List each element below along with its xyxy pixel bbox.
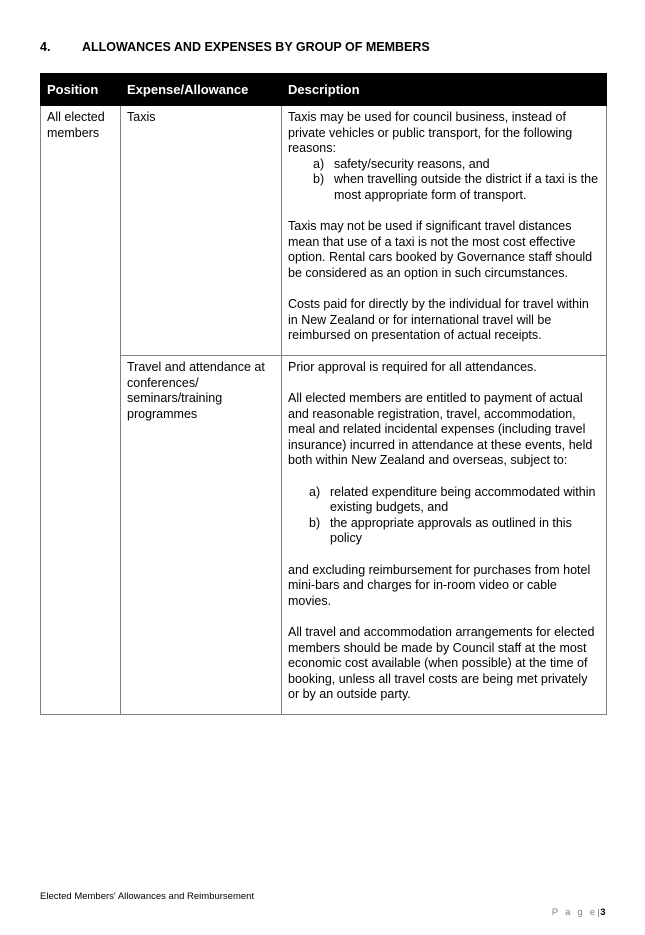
conditions-list bbox=[288, 485, 600, 547]
list-text: when travelling outside the district if a taxi is the most appropriate form of transport. bbox=[334, 172, 599, 202]
paragraph: and excluding reimbursement for purchases from hotel mini-bars and charges for in-room video or cable movies. bbox=[288, 562, 591, 608]
table-row bbox=[41, 355, 607, 714]
list-item bbox=[309, 516, 600, 547]
table-header-row bbox=[41, 74, 607, 106]
list-marker: b) bbox=[309, 515, 321, 530]
expense-cell: Travel and attendance at conferences/ seminars/training programmes bbox=[121, 355, 282, 714]
list-marker: b) bbox=[313, 172, 325, 187]
description-cell bbox=[282, 355, 607, 714]
allowances-table bbox=[40, 73, 607, 715]
reasons-list bbox=[288, 157, 600, 204]
paragraph: Taxis may be used for council business, instead of private vehicles or public transport, for the following reasons: bbox=[288, 110, 573, 156]
expense-cell: Taxis bbox=[121, 106, 282, 356]
table-row bbox=[41, 106, 607, 356]
section-title: ALLOWANCES AND EXPENSES BY GROUP OF MEMBERS bbox=[82, 40, 430, 54]
paragraph: All elected members are entitled to payment of actual and reasonable registration, travel, accommodation, meal and related incidental expenses (including travel insurance) incurred in attendance at these events, held both within New Zealand and overseas, subject to: bbox=[288, 391, 593, 468]
paragraph: Costs paid for directly by the individual for travel within in New Zealand or for international travel will be reimbursed on presentation of actual receipts. bbox=[288, 297, 589, 343]
paragraph: All travel and accommodation arrangements for elected members should be made by Council staff at the most economic cost available (when possible) at the time of booking, unless all travel costs are being met privately or by an outside party. bbox=[288, 625, 595, 702]
list-marker: a) bbox=[313, 156, 325, 171]
position-cell: All elected members bbox=[41, 106, 121, 715]
list-item bbox=[313, 172, 600, 203]
page-number-value: 3 bbox=[600, 907, 606, 918]
description-cell bbox=[282, 106, 607, 356]
list-text: safety/security reasons, and bbox=[334, 156, 490, 171]
header-description: Description bbox=[282, 74, 607, 106]
section-heading bbox=[40, 40, 430, 54]
header-expense-allowance: Expense/Allowance bbox=[121, 74, 282, 106]
list-item bbox=[309, 485, 600, 516]
list-text: the appropriate approvals as outlined in this policy bbox=[330, 515, 572, 546]
paragraph: Taxis may not be used if significant travel distances mean that use of a taxi is not the most cost effective option. Rental cars booked by Governance staff should be considered as an option in such circumstances. bbox=[288, 219, 593, 280]
list-text: related expenditure being accommodated within existing budgets, and bbox=[330, 484, 596, 515]
paragraph: Prior approval is required for all attendances. bbox=[288, 359, 537, 374]
header-position: Position bbox=[41, 74, 121, 106]
page-number bbox=[552, 907, 606, 918]
page-separator: | bbox=[597, 907, 601, 918]
section-number: 4. bbox=[40, 40, 51, 54]
list-item bbox=[313, 157, 600, 173]
list-marker: a) bbox=[309, 484, 321, 499]
page-label: P a g e bbox=[551, 907, 598, 918]
footer-document-title: Elected Members' Allowances and Reimbursement bbox=[40, 891, 255, 902]
